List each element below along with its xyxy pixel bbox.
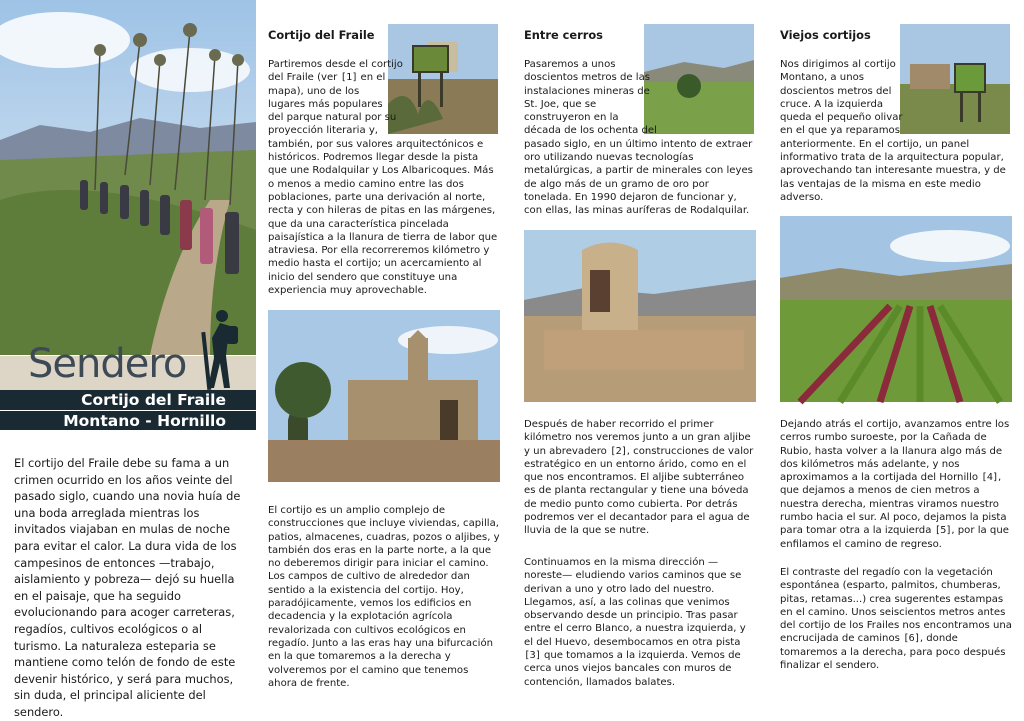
banner-line-2: Montano - Hornillo (0, 410, 256, 430)
viejos-cortijos-paragraph-3: El contraste del regadío con la vegetación espontánea (esparto, palmitos, chumberas, pitas, retamas...) crea sugerentes estampas en el camino. Unos seiscientos metros antes del cortijo de los Frailes nos encontramos una encrucijada de caminos [6], donde tomaremos a la derecha, para poco después finalizar el sendero. (780, 567, 1012, 672)
section-title-viejos-cortijos: Viejos cortijos (780, 28, 871, 42)
viejos-cortijos-paragraph-2: Dejando atrás el cortijo, avanzamos entre los cerros rumbo suroeste, por la Cañada de Rubio, hasta volver a la llanura algo más de dos kilómetros más adelante, y nos aproximamos a la cortijada del Hornillo [4], que dejamos a menos de cien metros a nuestra derecha, mientras viramos nuestro rumbo hacia el sur. Al poco, dejamos la pista para tomar otra a la izquierda [5], por la que enfilamos el camino de regreso. (780, 419, 1010, 550)
map-ref-2: [2] (610, 445, 627, 457)
crop-fields-photo (780, 216, 1012, 402)
column-intro (0, 0, 256, 719)
map-ref-5: [5] (934, 525, 952, 537)
column-cortijo-del-fraile (268, 0, 500, 704)
banner-line-1: Cortijo del Fraile (0, 390, 256, 410)
banner-title: Sendero (28, 341, 187, 387)
title-banner (0, 322, 256, 430)
map-ref-3: [3] (524, 650, 541, 662)
entre-cerros-paragraph-2: Después de haber recorrido el primer kilómetro nos veremos junto a un gran aljibe y un abrevadero [2], construcciones de valor estratégico en un entorno árido, como en el que nos encontramos. El aljibe subterráneo es de planta rectangular y tiene una bóveda de medio punto como cubierta. Por detrás podremos ver el decantador para el agua de lluvia de la que se nutre. (524, 419, 754, 537)
hiker-icon (200, 308, 244, 390)
column-entre-cerros (524, 0, 756, 704)
aljibe-photo (524, 230, 756, 402)
map-ref-6: [6] (903, 633, 920, 645)
viejos-cortijos-paragraph-1: Nos dirigimos al cortijo Montano, a unos doscientos metros del cruce. A la izquierda queda el pequeño olivar en el que ya reparamos anteriormente. En el cortijo, un panel informativo trata de la arquitectura popular, aprovechando tan interesante muestra, y de las ventajas de la misma en este medio adverso. (780, 59, 1006, 203)
cortijo-paragraph-1: Partiremos desde el cortijo del Fraile (ver [1] en el mapa), uno de los lugares más populares del parque natural por su proyección literaria y, también, por sus valores arquitectónicos e históricos. Podremos llegar desde la pista que une Rodalquilar y Los Albaricoques. Más o menos a medio camino entre las dos poblaciones, parte una derivación al norte, recta y con hileras de pitas en las márgenes, que da una característica pincelada paisajística a la llanura de tierra de labor que atraviesa. Por ella recorreremos kilómetro y medio hasta el cortijo; un acercamiento al inicio del sendero que constituye una experiencia muy aprovechable. (268, 59, 498, 297)
entre-cerros-paragraph-3: Continuamos en la misma dirección —noreste— eludiendo varios caminos que se derivan a uno y otro lado del nuestro. Llegamos, así, a las colinas que venimos observando desde un principio. Tras pasar entre el cerro Blanco, a nuestra izquierda, y el del Huevo, desembocamos en otra pista [3] que tomamos a la izquierda. Vemos de cerca unos viejos bancales con muros de contención, llamados balates. (524, 557, 746, 688)
column-viejos-cortijos (780, 0, 1012, 704)
map-ref-1: [1] (340, 72, 358, 84)
intro-text: El cortijo del Fraile debe su fama a un crimen ocurrido en los años veinte del pasado siglo, cuando una novia huía de una boda arreglada mientras los invitados viajaban en mulas de noche para evitar el calor. La dura vida de los campesinos de entonces —trabajo, aislamiento y pobreza— dejó su huella en el paisaje, que ha seguido evolucionando para acoger carreteras, regadíos, cultivos ecológicos o al turismo. La naturaleza esteparia se mantiene como telón de fondo de este devenir histórico, y será para muchos, sin duda, el principal aliciente del sendero. (14, 456, 241, 719)
section-title-cortijo: Cortijo del Fraile (268, 28, 375, 42)
hikers-photo (0, 0, 256, 355)
church-photo (268, 310, 500, 482)
section-title-entre-cerros: Entre cerros (524, 28, 603, 42)
map-ref-4: [4] (981, 472, 998, 484)
cortijo-paragraph-2: El cortijo es un amplio complejo de construcciones que incluye viviendas, capilla, patios, almacenes, cuadras, pozos o aljibes, y también dos eras en la parte norte, a la que no deberemos dirigir para iniciar el camino. Los campos de cultivo de alrededor dan sentido a la existencia del cortijo. Hoy, paradójicamente, vemos los edificios en decadencia y la explotación agrícola revalorizada con cultivos ecológicos en regadío. Junto a las eras hay una bifurcación en la que tomaremos a la derecha y volveremos por el camino que tenemos ahora de frente. (268, 505, 500, 689)
entre-cerros-paragraph-1: Pasaremos a unos doscientos metros de las instalaciones mineras de St. Joe, que se construyeron en la década de los ochenta del pasado siglo, en un último intento de extraer oro utilizando nuevas tecnologías metalúrgicas, a partir de minerales con leyes de algo más de un gramo de oro por tonelada. En 1990 dejaron de funcionar y, con ellas, las minas auríferas de Rodalquilar. (524, 59, 753, 217)
